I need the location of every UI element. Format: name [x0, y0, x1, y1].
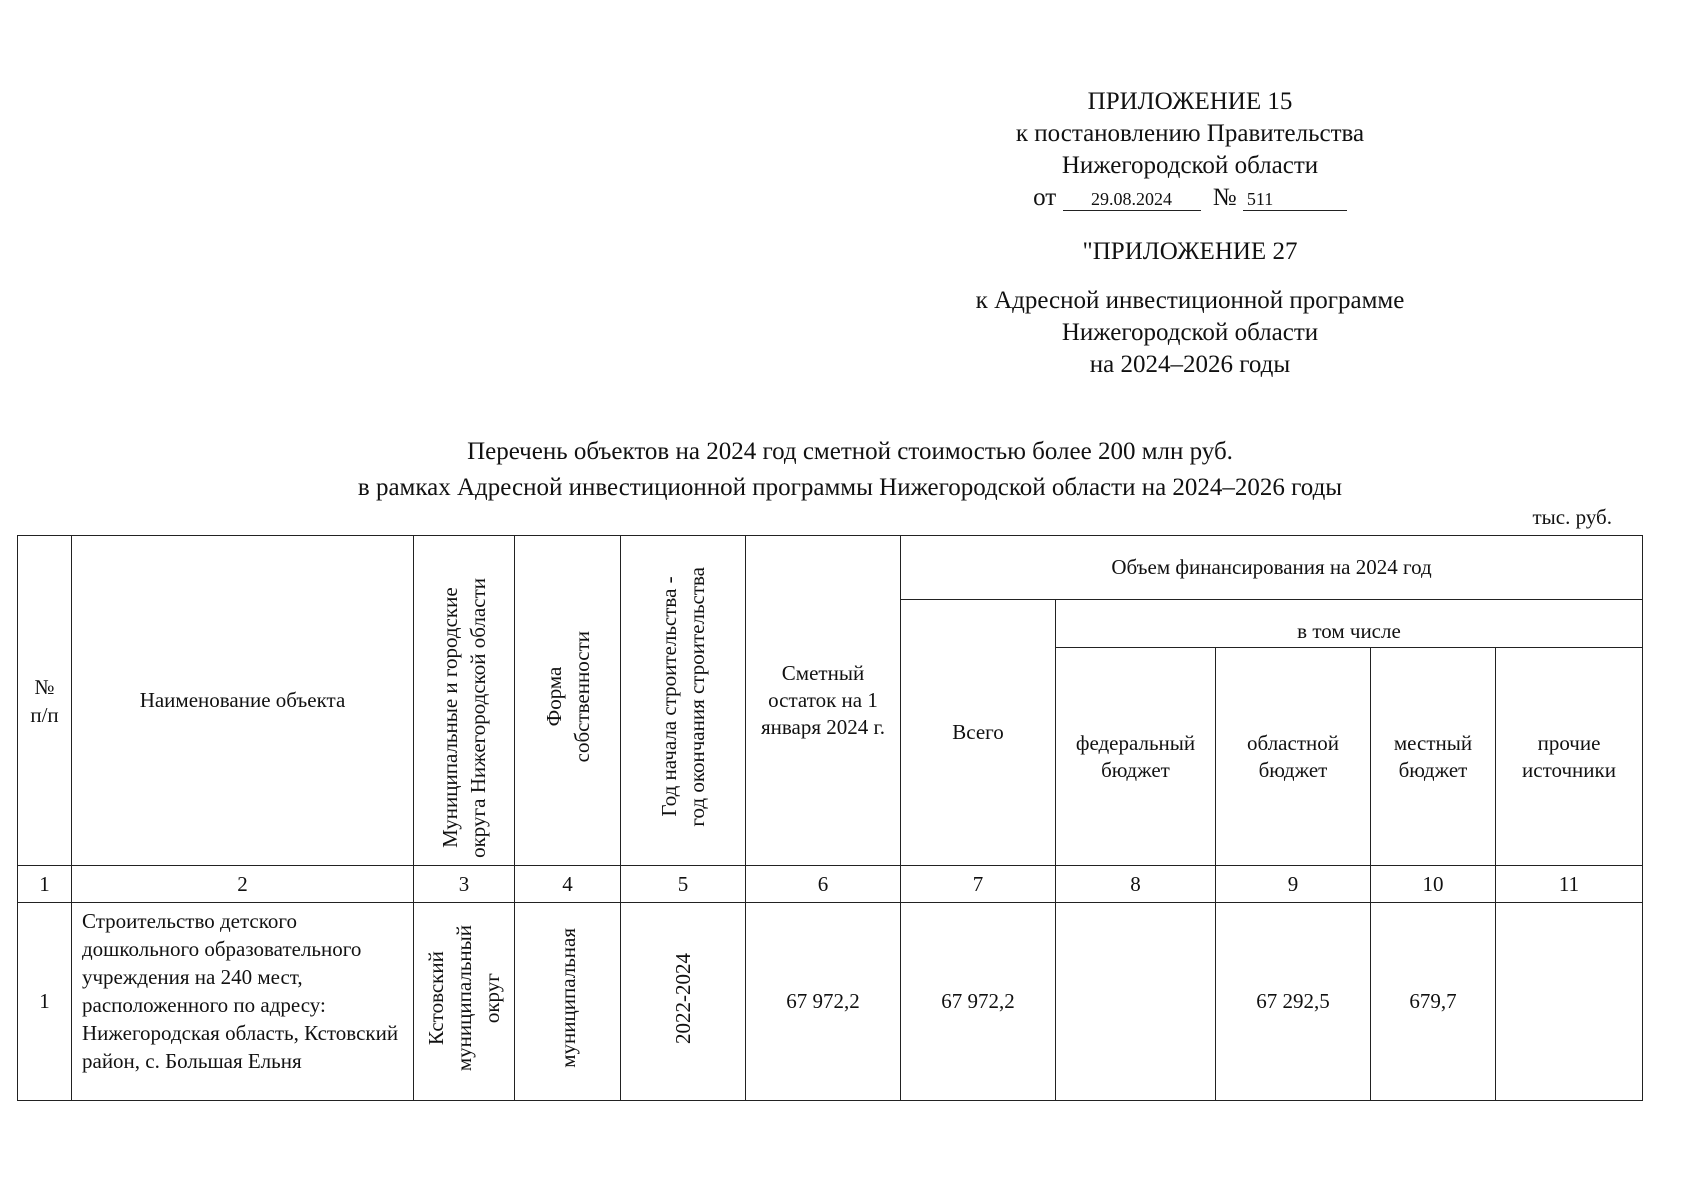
column-number: 6	[746, 866, 901, 903]
header-ownership-line-1: Форма	[541, 667, 566, 727]
appendix-line-2: Нижегородской области	[1061, 152, 1319, 179]
header-years-line-2: год окончания строительства	[685, 567, 709, 827]
header-num: № п/п	[18, 536, 72, 866]
row-other	[1496, 903, 1643, 1101]
header-district-line-1: Муниципальные и городские	[438, 587, 462, 849]
header-ownership-line-2: собственности	[569, 631, 594, 763]
document-title-line-1: Перечень объектов на 2024 год сметной стоимостью более 200 млн руб.	[467, 438, 1233, 465]
row-object-name: Строительство детского дошкольного образовательного учреждения на 240 мест, расположенного по адресу: Нижегородская область, Кстовский район, с. Большая Ельня	[72, 903, 414, 1101]
header-district-line-2: округа Нижегородской области	[466, 578, 490, 858]
column-number: 3	[414, 866, 515, 903]
row-total: 67 972,2	[901, 903, 1056, 1101]
header-funding: Объем финансирования на 2024 год	[901, 536, 1643, 600]
column-number: 1	[18, 866, 72, 903]
header-other: прочие источники	[1496, 648, 1643, 866]
column-number: 2	[72, 866, 414, 903]
appendix27-line-3: на 2024–2026 годы	[1089, 351, 1291, 378]
appendix27-line-1: к Адресной инвестиционной программе	[975, 287, 1405, 314]
column-number: 8	[1056, 866, 1216, 903]
row-ownership: муниципальная	[515, 903, 621, 1101]
row-federal	[1056, 903, 1216, 1101]
appendix27-line-2: Нижегородской области	[1061, 319, 1319, 346]
column-number: 4	[515, 866, 621, 903]
header-years	[621, 536, 746, 866]
column-number: 9	[1216, 866, 1371, 903]
appendix-date-line	[920, 182, 1460, 214]
from-label: от	[1033, 184, 1057, 211]
appendix27-block	[920, 285, 1460, 381]
row-local: 679,7	[1371, 903, 1496, 1101]
header-ownership	[515, 536, 621, 866]
column-number: 7	[901, 866, 1056, 903]
header-total: Всего	[901, 600, 1056, 866]
header-name: Наименование объекта	[72, 536, 414, 866]
appendix27-title: "ПРИЛОЖЕНИЕ 27	[1082, 238, 1298, 265]
units-label: тыс. руб.	[1532, 505, 1612, 529]
header-including: в том числе	[1056, 600, 1643, 648]
appendix-header	[920, 86, 1460, 214]
header-years-line-1: Год начала строительства -	[657, 576, 681, 818]
row-district: Кстовский муниципальный округ	[414, 903, 515, 1101]
header-regional: областной бюджет	[1216, 648, 1371, 866]
document-title	[200, 434, 1500, 506]
appendix-line-1: к постановлению Правительства	[1015, 120, 1365, 147]
column-number: 10	[1371, 866, 1496, 903]
number-label: №	[1212, 184, 1237, 211]
row-years: 2022-2024	[621, 903, 746, 1101]
objects-table	[17, 535, 1643, 1101]
header-local: местный бюджет	[1371, 648, 1496, 866]
document-title-line-2: в рамках Адресной инвестиционной программы Нижегородской области на 2024–2026 годы	[357, 474, 1343, 501]
column-number: 11	[1496, 866, 1643, 903]
appendix-title: ПРИЛОЖЕНИЕ 15	[1087, 88, 1293, 115]
row-num: 1	[18, 903, 72, 1101]
decree-date: 29.08.2024	[1063, 188, 1201, 211]
row-regional: 67 292,5	[1216, 903, 1371, 1101]
header-balance: Сметный остаток на 1 января 2024 г.	[746, 536, 901, 866]
decree-number: 511	[1243, 188, 1347, 211]
table-row	[18, 903, 1643, 1101]
header-district	[414, 536, 515, 866]
column-number-row	[18, 866, 1643, 903]
row-balance: 67 972,2	[746, 903, 901, 1101]
column-number: 5	[621, 866, 746, 903]
header-federal: федеральный бюджет	[1056, 648, 1216, 866]
